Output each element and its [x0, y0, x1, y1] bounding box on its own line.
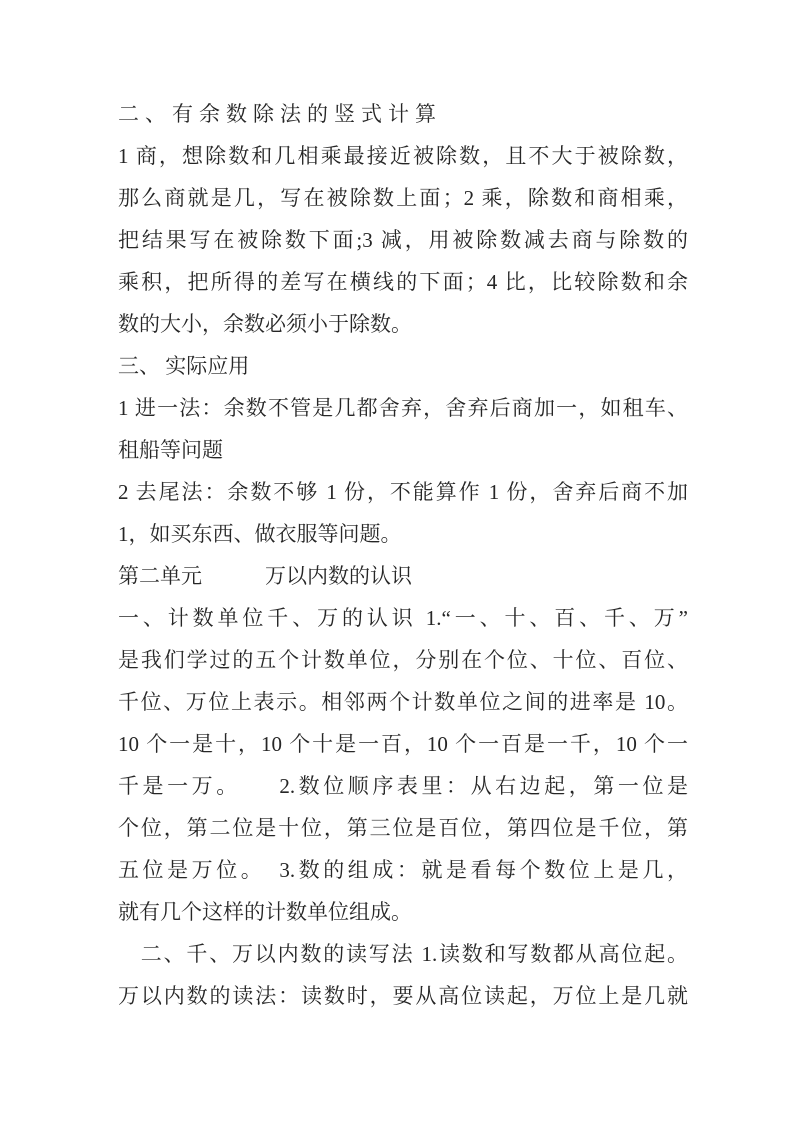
text-line: 把结果写在被除数下面;3 减，用被除数减去商与除数的 — [118, 228, 688, 252]
text-line: 租船等问题 — [118, 438, 223, 462]
text-line: 乘积，把所得的差写在横线的下面；4 比，比较除数和余 — [118, 270, 688, 294]
text-line: 那么商就是几，写在被除数上面；2 乘，除数和商相乘， — [118, 186, 688, 210]
text-line: 数的大小，余数必须小于除数。 — [118, 312, 412, 336]
heading-line: 二、有余数除法的竖式计算 — [118, 102, 442, 126]
heading-line: 第二单元 万以内数的认识 — [118, 564, 412, 588]
text-line: 一、计数单位千、万的认识 1.“一、十、百、千、万” — [118, 606, 688, 630]
text-line: 千是一万。 2.数位顺序表里：从右边起，第一位是 — [118, 774, 688, 798]
text-line: 千位、万位上表示。相邻两个计数单位之间的进率是 10。 — [118, 690, 688, 714]
text-line: 10 个一是十，10 个十是一百，10 个一百是一千，10 个一 — [118, 732, 688, 756]
text-line: 五位是万位。 3.数的组成：就是看每个数位上是几， — [118, 858, 688, 882]
text-line: 个位，第二位是十位，第三位是百位，第四位是千位，第 — [118, 816, 688, 840]
heading-line: 三、 实际应用 — [118, 354, 250, 378]
text-line: 1 进一法：余数不管是几都舍弃，舍弃后商加一，如租车、 — [118, 396, 688, 420]
text-line: 二、千、万以内数的读写法 1.读数和写数都从高位起。 — [118, 942, 688, 966]
text-line: 2 去尾法：余数不够 1 份，不能算作 1 份，舍弃后商不加 — [118, 480, 688, 504]
text-line: 万以内数的读法：读数时，要从高位读起，万位上是几就 — [118, 984, 688, 1008]
text-block — [118, 93, 688, 1017]
text-line: 1 商，想除数和几相乘最接近被除数，且不大于被除数， — [118, 144, 688, 168]
text-line: 是我们学过的五个计数单位，分别在个位、十位、百位、 — [118, 648, 688, 672]
text-line: 就有几个这样的计数单位组成。 — [118, 900, 412, 924]
text-line: 1，如买东西、做衣服等问题。 — [118, 522, 402, 546]
